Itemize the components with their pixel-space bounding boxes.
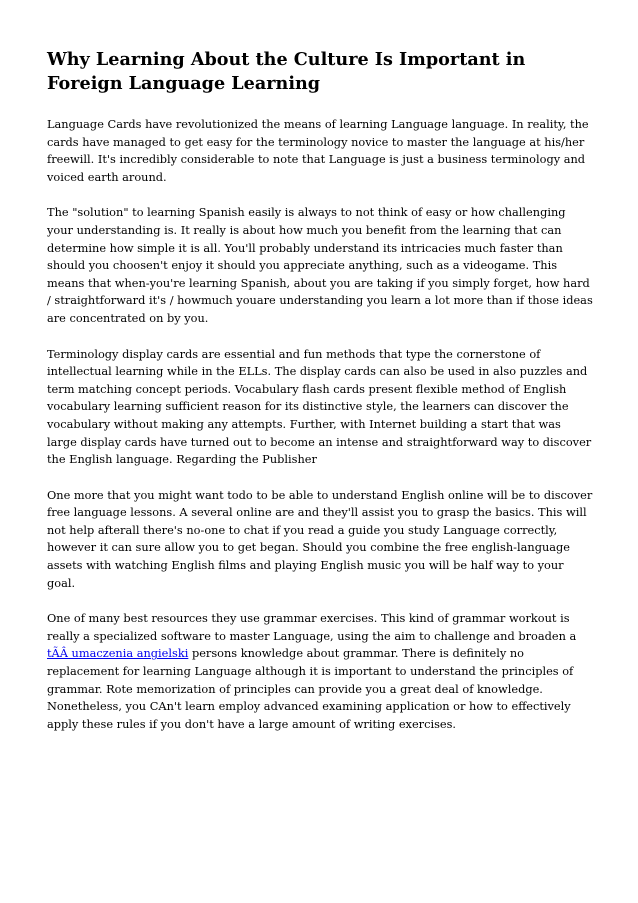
paragraph-4: One more that you might want todo to be able to understand English online will be to discover free language lessons. A several online are and they'll assist you to grasp the basics. This will not help afterall there's no-one to chat if you read a guide you study Language correctly, however it can sure allow you to get began. Should you combine the free english-language assets with watching English films and playing English music you will be half way to your goal. [47,487,593,590]
article-title: Why Learning About the Culture Is Important in Foreign Language Learning [47,49,526,94]
paragraph-5-text-after: persons knowledge about grammar. There is definitely no replacement for learning Language although it is important to understand the principles of grammar. Rote memorization of principles can provide you a great deal of knowledge. Nonetheless, you CAn't learn employ advanced examining application or how to effectively apply these rules if you don't have a large amount of writing exercises. [47,646,574,731]
document-page [47,48,593,751]
translation-link[interactable]: tÃÂ umaczenia angielski [47,646,189,661]
paragraph-5-text-before: One of many best resources they use grammar exercises. This kind of grammar workout is really a specialized software to master Language, using the aim to challenge and broaden a [47,611,577,643]
paragraph-1: Language Cards have revolutionized the means of learning Language language. In reality, the cards have managed to get easy for the terminology novice to master the language at his/her freewill. It's incredibly considerable to note that Language is just a business terminology and voiced earth around. [47,117,589,184]
paragraph-5 [47,610,593,733]
paragraph-2: The "solution" to learning Spanish easily is always to not think of easy or how challenging your understanding is. It really is about how much you benefit from the learning that can determine how simple it is all. You'll probably understand its intricacies much faster than should you choosen't enjoy it should you appreciate anything, such as a videogame. This means that when-you're learning Spanish, about you are taking if you simply forget, how hard / straightforward it's / howmuch youare understanding you learn a lot more than if those ideas are concentrated on by you. [47,205,593,325]
paragraph-3: Terminology display cards are essential and fun methods that type the cornerstone of intellectual learning while in the ELLs. The display cards can also be used in also puzzles and term matching concept periods. Vocabulary flash cards present flexible method of English vocabulary learning sufficient reason for its distinctive style, the learners can discover the vocabulary without making any attempts. Further, with Internet building a start that was large display cards have turned out to become an intense and straightforward way to discover the English language. Regarding the Publisher [47,346,592,467]
